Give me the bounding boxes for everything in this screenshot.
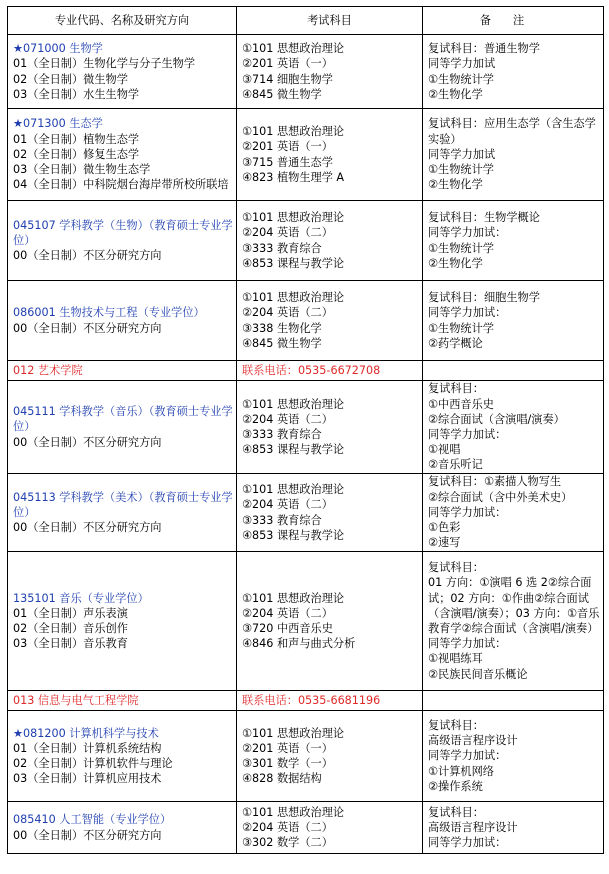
remark-line: 同等学力加试： bbox=[428, 428, 507, 441]
exam-subject: ②204 英语（二） bbox=[242, 306, 333, 320]
table-header-row bbox=[8, 7, 604, 35]
research-direction: 03（全日制）微生物生态学 bbox=[13, 163, 151, 177]
exam-subject: ②204 英语（二） bbox=[242, 412, 333, 426]
exam-subject: ④853 课程与教学论 bbox=[242, 528, 345, 542]
exam-cell bbox=[237, 109, 423, 201]
program-title: 045107 学科教学（生物）（教育硕士专业学位） bbox=[13, 218, 233, 247]
exam-subject: ①101 思想政治理论 bbox=[242, 211, 345, 225]
research-direction: 01（全日制）计算机系统结构 bbox=[13, 741, 162, 755]
empty-cell bbox=[423, 361, 604, 381]
remark-line: ①生物统计学 bbox=[428, 241, 494, 255]
research-direction: 01（全日制）生物化学与分子生物学 bbox=[13, 57, 196, 71]
exam-subject: ②201 英语（一） bbox=[242, 741, 333, 755]
remark-cell bbox=[423, 474, 604, 552]
remark-line: 高级语言程序设计 bbox=[428, 734, 518, 748]
program-title: 135101 音乐（专业学位） bbox=[13, 591, 149, 605]
program-title: ★071300 生态学 bbox=[13, 117, 103, 131]
exam-subject: ④845 微生物学 bbox=[242, 87, 322, 101]
major-cell bbox=[8, 381, 237, 474]
college-name: 013 信息与电气工程学院 bbox=[8, 691, 237, 711]
exam-subject: ④853 课程与教学论 bbox=[242, 443, 345, 457]
remark-line: 复试科目： bbox=[428, 561, 484, 575]
remark-line: 高级语言程序设计 bbox=[428, 820, 518, 834]
exam-subject: ①101 思想政治理论 bbox=[242, 397, 345, 411]
program-title: 045111 学科教学（音乐）（教育硕士专业学位） bbox=[13, 405, 233, 434]
exam-subject: ③333 教育综合 bbox=[242, 513, 322, 527]
research-direction: 02（全日制）修复生态学 bbox=[13, 147, 140, 161]
research-direction: 02（全日制）计算机软件与理论 bbox=[13, 757, 173, 770]
remark-line: 同等学力加试 bbox=[428, 147, 496, 161]
remark-line: 同等学力加试： bbox=[428, 749, 507, 763]
remark-line: ②生物化学 bbox=[428, 87, 483, 101]
exam-subject: ③338 生物化学 bbox=[242, 321, 322, 335]
exam-cell bbox=[237, 381, 423, 474]
research-direction: 04（全日制）中科院烟台海岸带所校所联培 bbox=[13, 178, 229, 192]
exam-subject: ③714 细胞生物学 bbox=[242, 72, 333, 86]
exam-subject: ④823 植物生理学 A bbox=[242, 170, 345, 184]
remark-cell bbox=[423, 381, 604, 474]
major-cell bbox=[8, 35, 237, 109]
remark-line: 复试科目： bbox=[428, 382, 484, 396]
remark-line: ①中西音乐史 bbox=[428, 397, 494, 411]
exam-cell bbox=[237, 281, 423, 361]
research-direction: 01（全日制）植物生态学 bbox=[13, 132, 140, 146]
exam-subject: ②204 英语（二） bbox=[242, 226, 333, 240]
remark-line: ②综合面试（含中外美术史） bbox=[428, 490, 573, 504]
research-direction: 02（全日制）微生物学 bbox=[13, 72, 128, 86]
program-title: 085410 人工智能（专业学位） bbox=[13, 813, 172, 827]
remark-line: 复试科目： bbox=[428, 805, 484, 819]
remark-line: ②民族民间音乐概论 bbox=[428, 667, 528, 681]
remark-cell bbox=[423, 711, 604, 802]
exam-subject: ①101 思想政治理论 bbox=[242, 291, 345, 305]
exam-subject: ④853 课程与教学论 bbox=[242, 256, 345, 270]
remark-line: 同等学力加试： bbox=[428, 637, 507, 651]
program-row bbox=[8, 109, 604, 201]
research-direction: 01（全日制）声乐表演 bbox=[13, 606, 128, 620]
exam-cell bbox=[237, 711, 423, 802]
exam-cell bbox=[237, 552, 423, 691]
program-row bbox=[8, 711, 604, 802]
research-direction: 03（全日制）计算机应用技术 bbox=[13, 772, 162, 786]
remark-line: 同等学力加试： bbox=[428, 505, 507, 519]
program-row bbox=[8, 381, 604, 474]
research-direction: 00（全日制）不区分研究方向 bbox=[13, 435, 162, 449]
remark-line: ②综合面试（含演唱/演奏） bbox=[428, 412, 565, 426]
research-direction: 00（全日制）不区分研究方向 bbox=[13, 828, 162, 842]
research-direction: 00（全日制）不区分研究方向 bbox=[13, 321, 162, 335]
major-cell bbox=[8, 802, 237, 854]
remark-line: ①色彩 bbox=[428, 521, 461, 535]
program-row bbox=[8, 35, 604, 109]
exam-subject: ②204 英语（二） bbox=[242, 606, 333, 620]
exam-subject: ③333 教育综合 bbox=[242, 428, 322, 441]
remark-cell bbox=[423, 201, 604, 281]
research-direction: 03（全日制）水生生物学 bbox=[13, 87, 140, 101]
header-exam: 考试科目 bbox=[237, 7, 423, 35]
college-row bbox=[8, 691, 604, 711]
exam-subject: ④828 数据结构 bbox=[242, 772, 322, 786]
college-phone: 联系电话：0535-6681196 bbox=[237, 691, 423, 711]
header-major: 专业代码、名称及研究方向 bbox=[8, 7, 237, 35]
remark-cell bbox=[423, 552, 604, 691]
program-title: ★071000 生物学 bbox=[13, 42, 103, 56]
research-direction: 00（全日制）不区分研究方向 bbox=[13, 249, 162, 263]
exam-subject: ②201 英语（一） bbox=[242, 140, 333, 154]
remark-cell bbox=[423, 109, 604, 201]
program-row bbox=[8, 201, 604, 281]
remark-line: 复试科目：生物学概论 bbox=[428, 211, 540, 225]
exam-cell bbox=[237, 35, 423, 109]
exam-subject: ①101 思想政治理论 bbox=[242, 483, 345, 497]
exam-subject: ②201 英语（一） bbox=[242, 57, 333, 71]
exam-subject: ①101 思想政治理论 bbox=[242, 591, 345, 605]
exam-cell bbox=[237, 802, 423, 854]
remark-line: ②操作系统 bbox=[428, 779, 483, 793]
exam-subject: ③333 教育综合 bbox=[242, 241, 322, 255]
research-direction: 03（全日制）音乐教育 bbox=[13, 637, 128, 651]
admissions-catalog-table bbox=[7, 6, 604, 854]
remark-line: 复试科目：应用生态学（含生态学实验） bbox=[428, 117, 596, 146]
remark-line: ①视唱 bbox=[428, 443, 461, 457]
header-remark: 备注 bbox=[423, 7, 604, 35]
remark-line: 复试科目：①素描人物写生 bbox=[428, 475, 562, 489]
remark-line: ①生物统计学 bbox=[428, 72, 494, 86]
major-cell bbox=[8, 711, 237, 802]
program-row bbox=[8, 281, 604, 361]
program-row bbox=[8, 552, 604, 691]
remark-cell bbox=[423, 281, 604, 361]
exam-subject: ②204 英语（二） bbox=[242, 820, 333, 834]
exam-cell bbox=[237, 201, 423, 281]
remark-line: ①视唱练耳 bbox=[428, 652, 483, 666]
exam-subject: ①101 思想政治理论 bbox=[242, 726, 345, 740]
remark-line: 同等学力加试： bbox=[428, 306, 507, 320]
major-cell bbox=[8, 474, 237, 552]
exam-subject: ④845 微生物学 bbox=[242, 336, 322, 350]
empty-cell bbox=[423, 691, 604, 711]
remark-line: 同等学力加试 bbox=[428, 57, 496, 71]
major-cell bbox=[8, 552, 237, 691]
remark-line: 01 方向：①演唱 6 选 2②综合面试；02 方向：①作曲②综合面试（含演唱/演奏）；03 方向：①音乐教育学②综合面试（含演唱/演奏） bbox=[428, 576, 600, 635]
remark-line: ②药学概论 bbox=[428, 336, 483, 350]
exam-subject: ③302 数学（二） bbox=[242, 836, 333, 850]
exam-subject: ④846 和声与曲式分析 bbox=[242, 637, 356, 651]
remark-line: ②生物化学 bbox=[428, 256, 483, 270]
remark-line: 同等学力加试： bbox=[428, 226, 507, 240]
college-row bbox=[8, 361, 604, 381]
exam-subject: ①101 思想政治理论 bbox=[242, 42, 345, 56]
remark-line: 复试科目：普通生物学 bbox=[428, 42, 540, 56]
exam-subject: ③720 中西音乐史 bbox=[242, 622, 333, 635]
research-direction: 02（全日制）音乐创作 bbox=[13, 622, 128, 635]
remark-cell bbox=[423, 35, 604, 109]
remark-cell bbox=[423, 802, 604, 854]
remark-line: ②生物化学 bbox=[428, 178, 483, 192]
program-title: ★081200 计算机科学与技术 bbox=[13, 726, 159, 740]
remark-line: 复试科目：细胞生物学 bbox=[428, 291, 540, 305]
major-cell bbox=[8, 109, 237, 201]
remark-line: ②音乐听记 bbox=[428, 458, 483, 472]
program-title: 086001 生物技术与工程（专业学位） bbox=[13, 306, 205, 320]
major-cell bbox=[8, 281, 237, 361]
remark-line: 同等学力加试： bbox=[428, 836, 507, 850]
remark-line: ①生物统计学 bbox=[428, 163, 494, 177]
remark-line: ②速写 bbox=[428, 536, 461, 550]
college-name: 012 艺术学院 bbox=[8, 361, 237, 381]
remark-line: ①计算机网络 bbox=[428, 764, 494, 778]
major-cell bbox=[8, 201, 237, 281]
exam-subject: ③301 数学（一） bbox=[242, 757, 333, 770]
exam-subject: ②204 英语（二） bbox=[242, 498, 333, 512]
exam-cell bbox=[237, 474, 423, 552]
remark-line: 复试科目： bbox=[428, 718, 484, 732]
program-row bbox=[8, 474, 604, 552]
exam-subject: ③715 普通生态学 bbox=[242, 155, 333, 169]
exam-subject: ①101 思想政治理论 bbox=[242, 805, 345, 819]
exam-subject: ①101 思想政治理论 bbox=[242, 125, 345, 139]
college-phone: 联系电话：0535-6672708 bbox=[237, 361, 423, 381]
research-direction: 00（全日制）不区分研究方向 bbox=[13, 521, 162, 535]
program-row bbox=[8, 802, 604, 854]
program-title: 045113 学科教学（美术）（教育硕士专业学位） bbox=[13, 490, 233, 519]
remark-line: ①生物统计学 bbox=[428, 321, 494, 335]
